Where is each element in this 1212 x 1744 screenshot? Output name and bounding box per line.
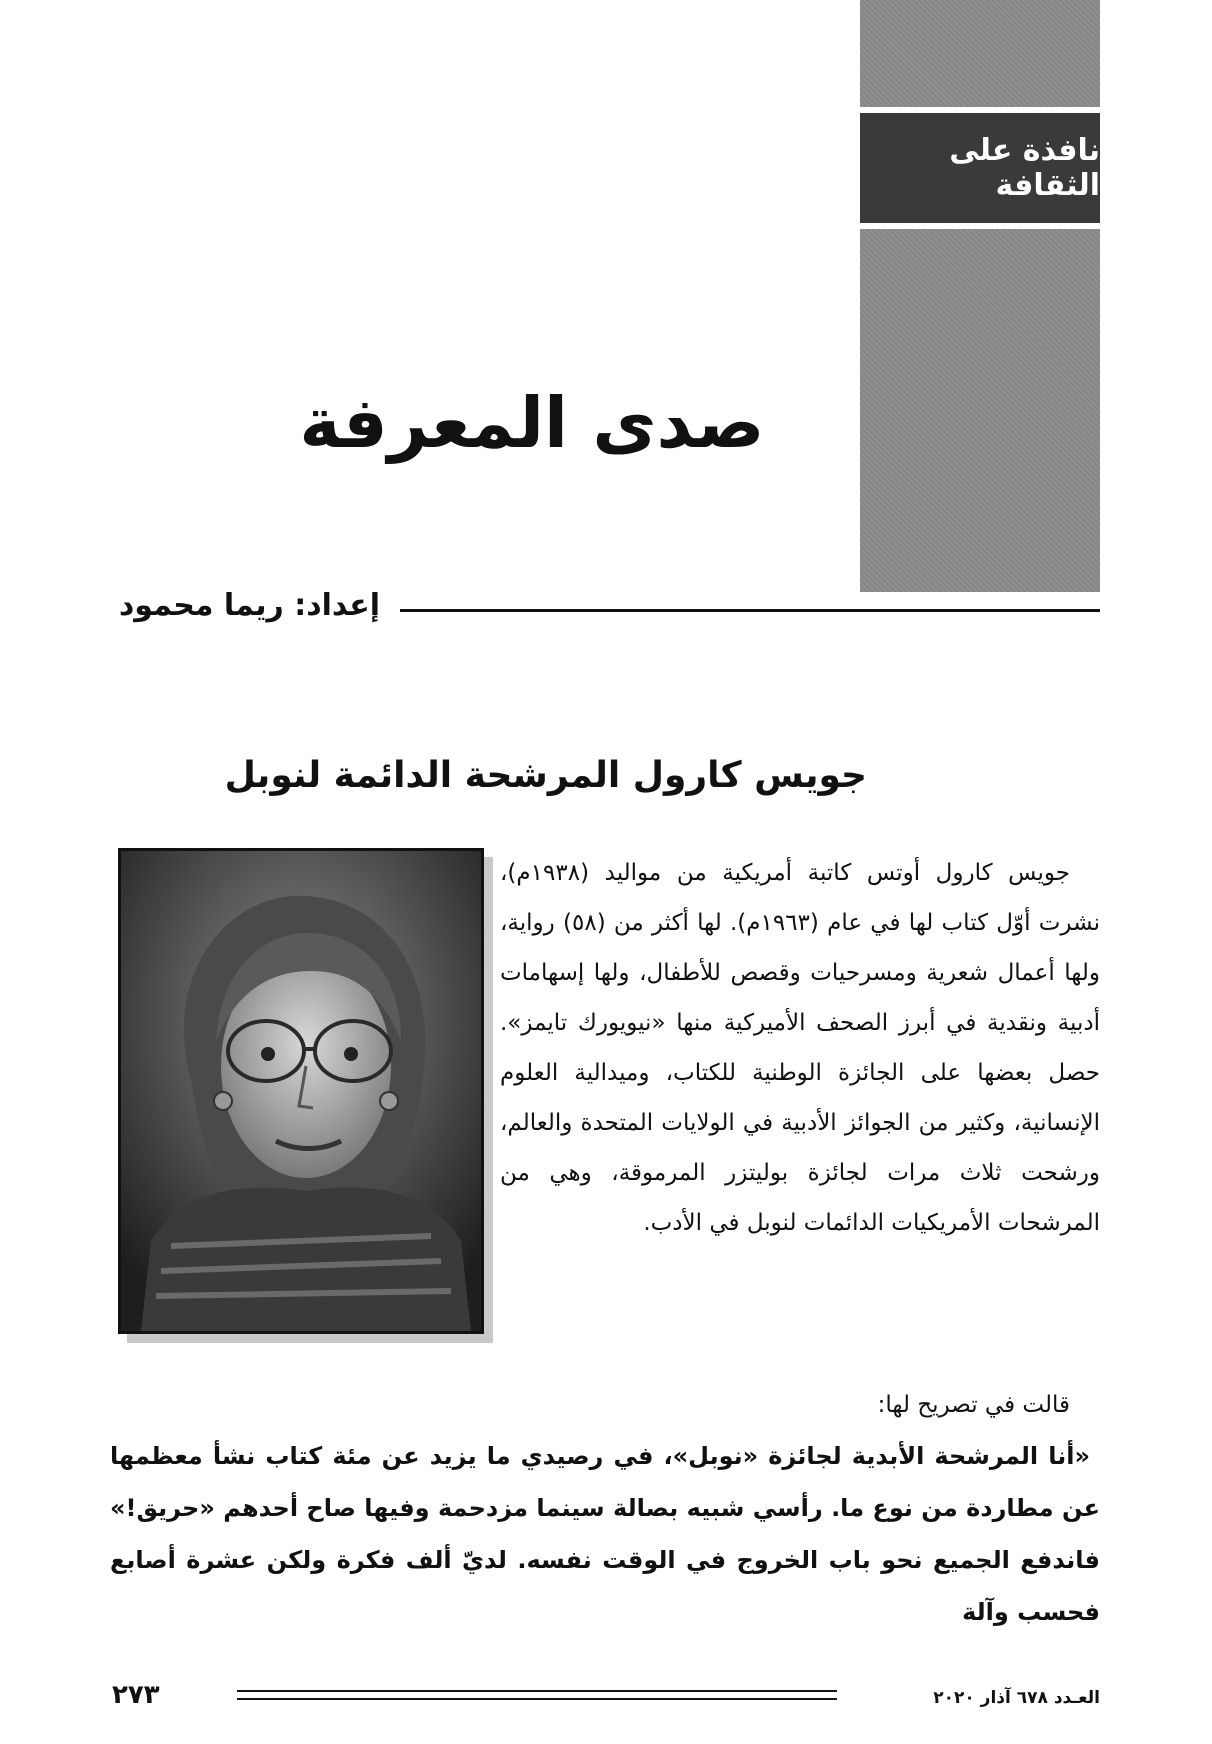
- section-label: نافذة على الثقافة: [860, 113, 1100, 223]
- article-heading: جويس كارول المرشحة الدائمة لنوبل: [224, 755, 867, 796]
- decorative-gray-block-bottom: [860, 229, 1100, 592]
- article-paragraph: جويس كارول أوتس كاتبة أمريكية من مواليد (١٩٣٨م)، نشرت أوّل كتاب لها في عام (١٩٦٣م). لها أكثر من (٥٨) رواية، ولها أعمال شعرية ومسرحيات وقصص للأطفال، ولها إسهامات أدبية ونقدية في أبرز الصحف الأميركية منها «نيويورك تايمز». حصل بعضها على الجائزة الوطنية للكتاب، وميدالية العلوم الإنسانية، وكثير من الجوائز الأدبية في الولايات المتحدة والعالم، ورشحت ثلاث مرات لجائزة بوليتزر المرموقة، وهي من المرشحات الأمريكيات الدائمات لنوبل في الأدب.: [500, 860, 1100, 1236]
- page-number: ٢٧٣: [112, 1680, 160, 1710]
- quote-intro: [500, 1380, 1100, 1430]
- portrait-photo-icon: [121, 851, 481, 1331]
- article-body: [500, 848, 1100, 1248]
- quote-block: [110, 1430, 1100, 1638]
- footer-divider-bottom: [237, 1698, 837, 1700]
- issue-info: العـدد ٦٧٨ آذار ٢٠٢٠: [933, 1688, 1100, 1708]
- author-credit: إعداد: ريما محمود: [118, 588, 380, 623]
- quote-text: «أنا المرشحة الأبدية لجائزة «نوبل»، في رصيدي ما يزيد عن مئة كتاب نشأ معظمها عن مطاردة من نوع ما. رأسي شبيه بصالة سينما مزدحمة وفيها صاح أحدهم «حريق!» فاندفع الجميع نحو باب الخروج في الوقت نفسه. لديّ ألف فكرة ولكن عشرة أصابع فحسب وآلة: [110, 1442, 1100, 1626]
- author-divider: [400, 609, 1100, 612]
- decorative-gray-block-top: [860, 0, 1100, 107]
- portrait-photo: [118, 848, 484, 1334]
- footer-divider-top: [237, 1690, 837, 1692]
- quote-intro-text: قالت في تصريح لها:: [877, 1392, 1070, 1418]
- page-title: صدى المعرفة: [299, 382, 765, 464]
